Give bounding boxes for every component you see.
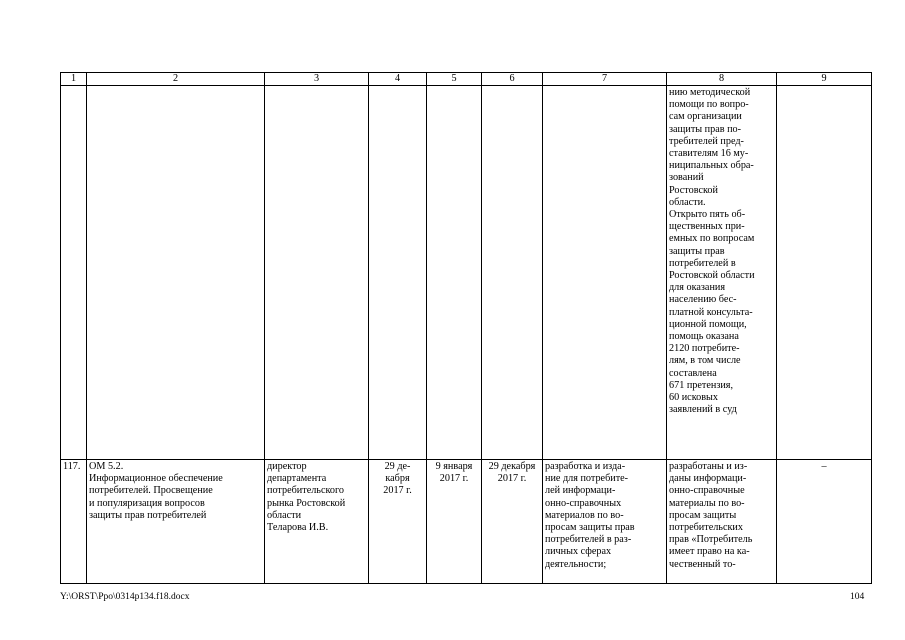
cell-end: 29 декабря 2017 г. [482,460,543,584]
row-number: 117. [61,460,87,584]
cell-note [777,86,872,460]
header-cell-3: 3 [265,73,369,86]
cell-end [482,86,543,460]
header-cell-6: 6 [482,73,543,86]
page-number: 104 [850,592,865,602]
header-cell-7: 7 [543,73,667,86]
cell-deadline [369,86,427,460]
cell-num [61,86,87,460]
cell-planned [543,86,667,460]
header-cell-8: 8 [667,73,777,86]
header-row [61,73,872,86]
table-row-continuation [61,86,872,460]
cell-event: ОМ 5.2. Информационное обеспечение потребителей. Просвещение и популяризация вопросов защиты прав потребителей [87,460,265,584]
table-row-117 [61,460,872,584]
cell-deadline: 29 де- кабря 2017 г. [369,460,427,584]
cell-start: 9 января 2017 г. [427,460,482,584]
header-cell-2: 2 [87,73,265,86]
header-cell-5: 5 [427,73,482,86]
cell-start [427,86,482,460]
plan-table [60,72,872,584]
header-cell-9: 9 [777,73,872,86]
header-cell-1: 1 [61,73,87,86]
cell-event [87,86,265,460]
header-cell-4: 4 [369,73,427,86]
cell-responsible [265,86,369,460]
cell-note: – [777,460,872,584]
cell-responsible: директор департамента потребительского рынка Ростовской области Теларова И.В. [265,460,369,584]
cell-result: нию методической помощи по вопро- сам организации защиты прав по- требителей пред- ставителям 16 му- ниципальных обра- зований Ростовской области. Открыто пять об- щественных при- емных по вопросам защиты прав потребителей в Ростовской области для оказания населению бес- платной консульта- ционной помощи, помощь оказана 2120 потребите- лям, в том числе составлена 671 претензия, 60 исковых заявлений в суд [667,86,777,460]
cell-result: разработаны и из- даны информаци- онно-справочные материалы по во- просам защиты потребительских прав «Потребитель имеет право на ка- чественный то- [667,460,777,584]
file-path: Y:\ORST\Ppo\0314p134.f18.docx [60,592,190,602]
cell-planned: разработка и изда- ние для потребите- лей информаци- онно-справочных материалов по во- просам защиты прав потребителей в раз- личных сферах деятельности; [543,460,667,584]
